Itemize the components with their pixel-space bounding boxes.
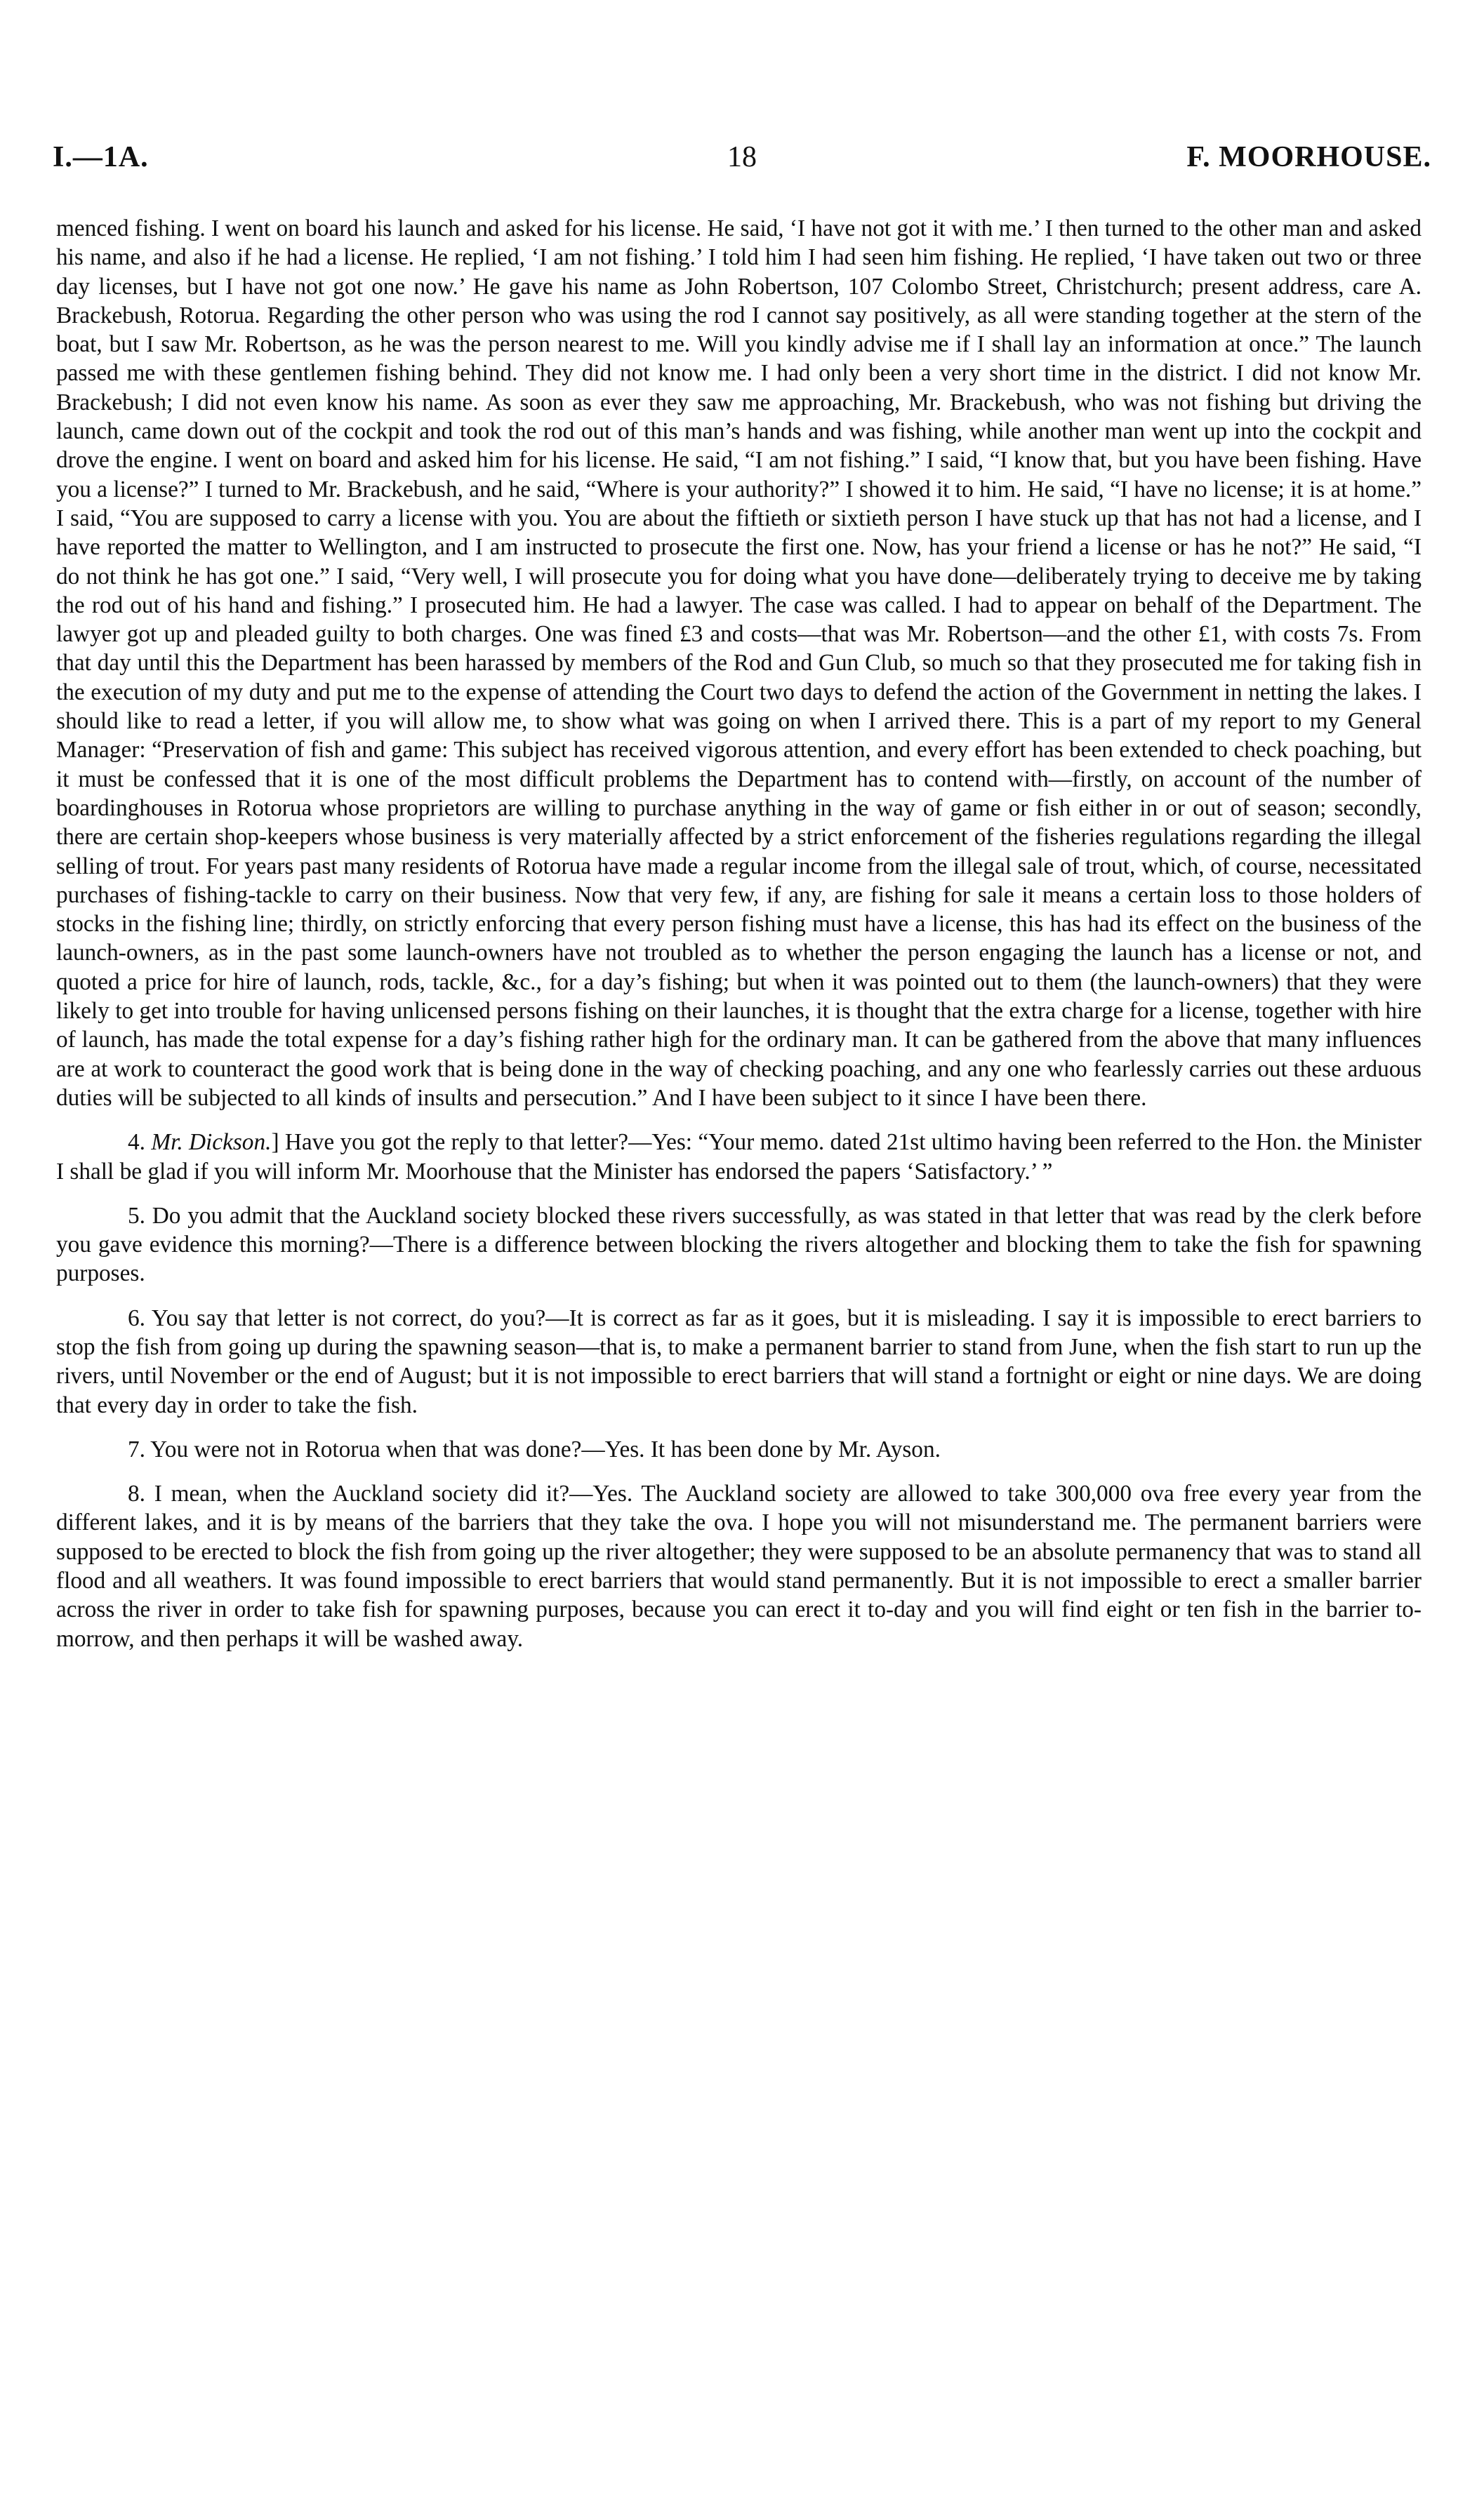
page-header	[53, 140, 1431, 182]
paragraph-text: You were not in Rotorua when that was done?—Yes. It has been done by Mr. Ayson.	[150, 1436, 941, 1462]
question-number: 7.	[128, 1436, 145, 1462]
question-4	[56, 1128, 1422, 1186]
paragraph-text: I mean, when the Auckland society did it?—Yes. The Auckland society are allowed to take 300,000 ova free every year from the different lakes, and it is by means of the barriers that they take the ova. I hope you will not misunderstand me. The permanent barriers were supposed to be erected to block the fish from going up the river altogether; they were supposed to be an absolute permanency that was to stand all flood and all weathers. It was found impossible to erect barriers that would stand permanently. But it is not impossible to erect a smaller barrier across the river in order to take fish for spawning purposes, because you can erect it to-day and you will find eight or ten fish in the barrier to-morrow, and then perhaps it will be washed away.	[56, 1481, 1422, 1652]
paragraph-text: You say that letter is not correct, do you?—It is correct as far as it goes, but it is misleading. I say it is impossible to erect barriers to stop the fish from going up during the spawning season—that is, to make a permanent barrier to stand from June, when the fish start to run up the rivers, until November or the end of August; but it is not impossible to erect barriers that will stand a fortnight or eight or nine days. We are doing that every day in order to take the fish.	[56, 1305, 1422, 1418]
question-7	[56, 1435, 1422, 1464]
question-8	[56, 1479, 1422, 1653]
paragraph-text: Do you admit that the Auckland society blocked these rivers successfully, as was stated in that letter that was read by the clerk before you gave evidence this morning?—There is a difference between blocking the rivers altogether and blocking them to take the fish for spawning purposes.	[56, 1202, 1422, 1287]
question-number: 8.	[128, 1481, 145, 1507]
paragraph-continued-answer	[56, 214, 1422, 1112]
question-5	[56, 1201, 1422, 1288]
speaker-name: Mr. Dickson.	[151, 1129, 272, 1156]
question-number: 4.	[128, 1129, 145, 1156]
question-number: 5.	[128, 1202, 145, 1229]
question-number: 6.	[128, 1305, 145, 1331]
witness-name: F. MOORHOUSE.	[1186, 141, 1431, 173]
paragraph-text: ] Have you got the reply to that letter?—Yes: “Your memo. dated 21st ultimo having been referred to the Hon. the Minister I shall be glad if you will inform Mr. Moorhouse that the Minister has endorsed the papers ‘Satisfactory.’ ”	[56, 1129, 1422, 1185]
paragraph-text: menced fishing. I went on board his launch and asked for his license. He said, ‘I have not got it with me.’ I then turned to the other man and asked his name, and also if he had a license. He replied, ‘I am not fishing.’ I told him I had seen him fishing. He replied, ‘I have taken out two or three day licenses, but I have not got one now.’ He gave his name as John Robertson, 107 Colombo Street, Christchurch; present address, care A. Brackebush, Rotorua. Regarding the other person who was using the rod I cannot say positively, as all were standing together at the stern of the boat, but I saw Mr. Robertson, as he was the person nearest to me. Will you kindly advise me if I shall lay an information at once.” The launch passed me with these gentlemen fishing behind. They did not know me. I had only been a very short time in the district. I did not know Mr. Brackebush; I did not even know his name. As soon as ever they saw me approaching, Mr. Brackebush, who was not fishing but driving the launch, came down out of the cockpit and took the rod out of this man’s hands and was fishing, while another man went up into the cockpit and drove the engine. I went on board and asked him for his license. He said, “I am not fishing.” I said, “I know that, but you have been fishing. Have you a license?” I turned to Mr. Brackebush, and he said, “Where is your authority?” I showed it to him. He said, “I have no license; it is at home.” I said, “You are supposed to carry a license with you. You are about the fiftieth or sixtieth person I have stuck up that has not had a license, and I have reported the matter to Wellington, and I am instructed to prosecute the first one. Now, has your friend a license or has he not?” He said, “I do not think he has got one.” I said, “Very well, I will prosecute you for doing what you have done—deliberately trying to deceive me by taking the rod out of his hand and fishing.” I prosecuted him. He had a lawyer. The case was called. I had to appear on behalf of the Department. The lawyer got up and pleaded guilty to both charges. One was fined £3 and costs—that was Mr. Robertson—and the other £1, with costs 7s. From that day until this the Department has been harassed by members of the Rod and Gun Club, so much so that they prosecuted me for taking fish in the execution of my duty and put me to the expense of attending the Court two days to defend the action of the Government in netting the lakes. I should like to read a letter, if you will allow me, to show what was going on when I arrived there. This is a part of my report to my General Manager: “Preservation of fish and game: This subject has received vigorous attention, and every effort has been extended to check poaching, but it must be confessed that it is one of the most difficult problems the Department has to contend with—firstly, on account of the number of boardinghouses in Rotorua whose proprietors are willing to purchase anything in the way of game or fish either in or out of season; secondly, there are certain shop-keepers whose business is very materially affected by a strict enforcement of the fisheries regulations regarding the illegal selling of trout. For years past many residents of Rotorua have made a regular income from the illegal sale of trout, which, of course, necessitated purchases of fishing-tackle to carry on their business. Now that very few, if any, are fishing for sale it means a certain loss to those holders of stocks in the fishing line; thirdly, on strictly enforcing that every person fishing must have a license, this has had its effect on the business of the launch-owners, as in the past some launch-owners have not troubled as to whether the person engaging the launch has a license or not, and quoted a price for hire of launch, rods, tackle, &c., for a day’s fishing; but when it was pointed out to them (the launch-owners) that they were likely to get into trouble for having unlicensed persons fishing on their launches, it is thought that the extra charge for a license, together with hire of launch, has made the total expense for a day’s fishing rather high for the ordinary man. It can be gathered from the above that many influences are at work to counteract the good work that is being done in the way of checking poaching, and any one who fearlessly carries out these arduous duties will be subjected to all kinds of insults and persecution.” And I have been subject to it since I have been there.	[56, 215, 1422, 1111]
question-6	[56, 1304, 1422, 1420]
page-number: 18	[727, 141, 757, 173]
document-reference: I.—1A.	[53, 141, 149, 173]
document-body	[56, 214, 1422, 1653]
